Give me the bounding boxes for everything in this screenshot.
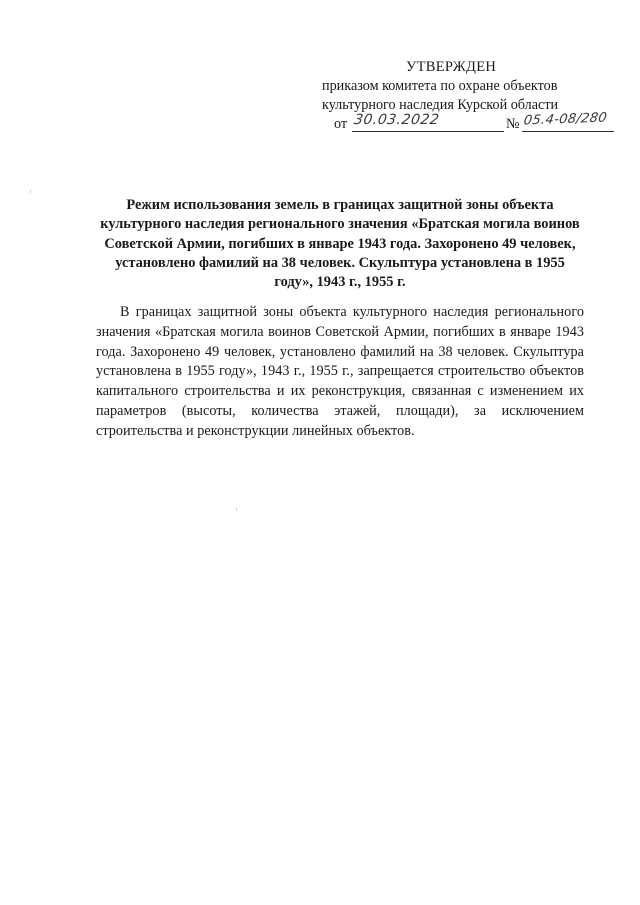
document-heading: Режим использования земель в границах защитной зоны объекта культурного наследия регионального значения «Братская могила воинов Советской Армии, погибших в январе 1943 года. Захоронено 49 человек, установлено фамилий на 38 человек. Скульптура установлена в 1955 году», 1943 г., 1955 г. xyxy=(100,197,580,291)
handwritten-number: 05.4-08/280 xyxy=(522,110,608,129)
date-label: от xyxy=(334,116,348,132)
number-label: № xyxy=(506,116,520,132)
scan-speck xyxy=(236,508,237,511)
number-underline xyxy=(522,131,614,132)
body-paragraph: В границах защитной зоны объекта культурного наследия регионального значения «Братская могила воинов Советской Армии, погибших в январе 1943 года. Захоронено 49 человек, установлено фамилий на 38 человек. Скульптура установлена в 1955 году», 1943 г., 1955 г., запрещается строительство объектов капитального строительства и их реконструкция, связанная с изменением их параметров (высоты, количества этажей, площади), за исключением строительства и реконструкции линейных объектов. xyxy=(96,304,584,439)
date-underline xyxy=(352,131,496,132)
approval-committee-line: культурного наследия Курской области xyxy=(322,97,559,113)
approval-title: УТВЕРЖДЕН xyxy=(406,59,497,75)
handwritten-date: 30.03.2022 xyxy=(352,112,441,128)
approval-block xyxy=(322,58,622,135)
separator-underline xyxy=(496,131,504,132)
scan-speck xyxy=(30,190,31,193)
approval-order-line: приказом комитета по охране объектов xyxy=(322,78,558,94)
approval-date-number-row xyxy=(334,110,622,135)
